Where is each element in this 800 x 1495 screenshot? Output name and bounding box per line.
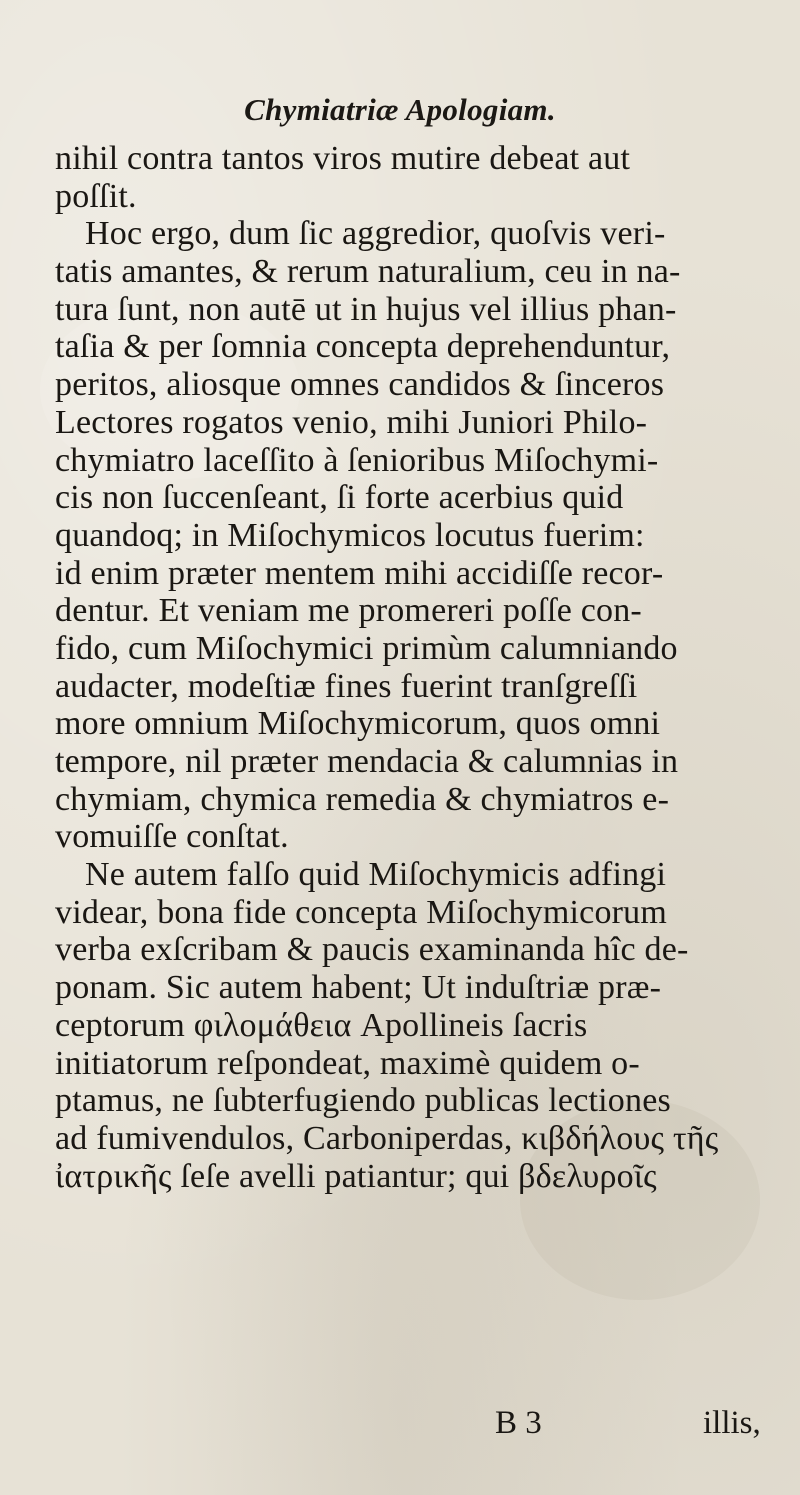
text-line: Lectores rogatos venio, mihi Juniori Philo- — [55, 403, 648, 441]
text-line: ἰατρικῆς ſeſe avelli patiantur; qui βδελυροῖς — [55, 1157, 657, 1195]
text-line: id enim præter mentem mihi accidiſſe recor- — [55, 554, 664, 592]
text-line: chymiam, chymica remedia & chymiatros e- — [55, 780, 670, 818]
text-line: Hoc ergo, dum ſic aggredior, quoſvis veri- — [85, 215, 666, 253]
running-head: Chymiatriæ Apologiam. — [244, 92, 556, 127]
text-line: ptamus, ne ſubterfugiendo publicas lectiones — [55, 1082, 671, 1120]
text-line: poſſit. — [55, 177, 137, 215]
text-line: quandoq; in Miſochymicos locutus fuerim: — [55, 516, 645, 554]
text-line: initiatorum reſpondeat, maximè quidem o- — [55, 1044, 640, 1082]
page-footer — [0, 1405, 800, 1445]
text-line: videar, bona fide concepta Miſochymicorum — [55, 893, 668, 931]
text-line: tura ſunt, non autē ut in hujus vel illius phan- — [55, 290, 677, 328]
text-line: fido, cum Miſochymici primùm calumniando — [55, 629, 678, 667]
text-line: chymiatro laceſſito à ſenioribus Miſochymi- — [55, 441, 659, 479]
text-line: nihil contra tantos viros mutire debeat aut — [55, 140, 631, 177]
text-line: Ne autem falſo quid Miſochymicis adfingi — [85, 856, 667, 894]
text-line: ceptorum φιλομάθεια Apollineis ſacris — [55, 1006, 588, 1044]
text-line: vomuiſſe conſtat. — [55, 818, 289, 856]
signature-mark: B 3 — [495, 1405, 542, 1441]
text-line: cis non ſuccenſeant, ſi forte acerbius quid — [55, 479, 624, 517]
catchword: illis, — [703, 1405, 761, 1441]
text-line: verba exſcribam & paucis examinanda hîc de- — [55, 931, 689, 969]
text-line: ad fumivendulos, Carboniperdas, κιβδήλους τῆς — [55, 1119, 719, 1157]
text-line: taſia & per ſomnia concepta deprehenduntur, — [55, 328, 671, 366]
text-line: tempore, nil præter mendacia & calumnias in — [55, 743, 679, 780]
body-text — [55, 140, 790, 1195]
text-line: dentur. Et veniam me promereri poſſe con- — [55, 592, 642, 630]
text-line: peritos, aliosque omnes candidos & ſinceros — [55, 366, 665, 404]
text-line: ponam. Sic autem habent; Ut induſtriæ præ- — [55, 969, 662, 1007]
text-line: audacter, modeſtiæ fines fuerint tranſgreſſi — [55, 667, 638, 705]
text-line: tatis amantes, & rerum naturalium, ceu in na- — [55, 253, 681, 291]
text-line: more omnium Miſochymicorum, quos omni — [55, 705, 661, 743]
